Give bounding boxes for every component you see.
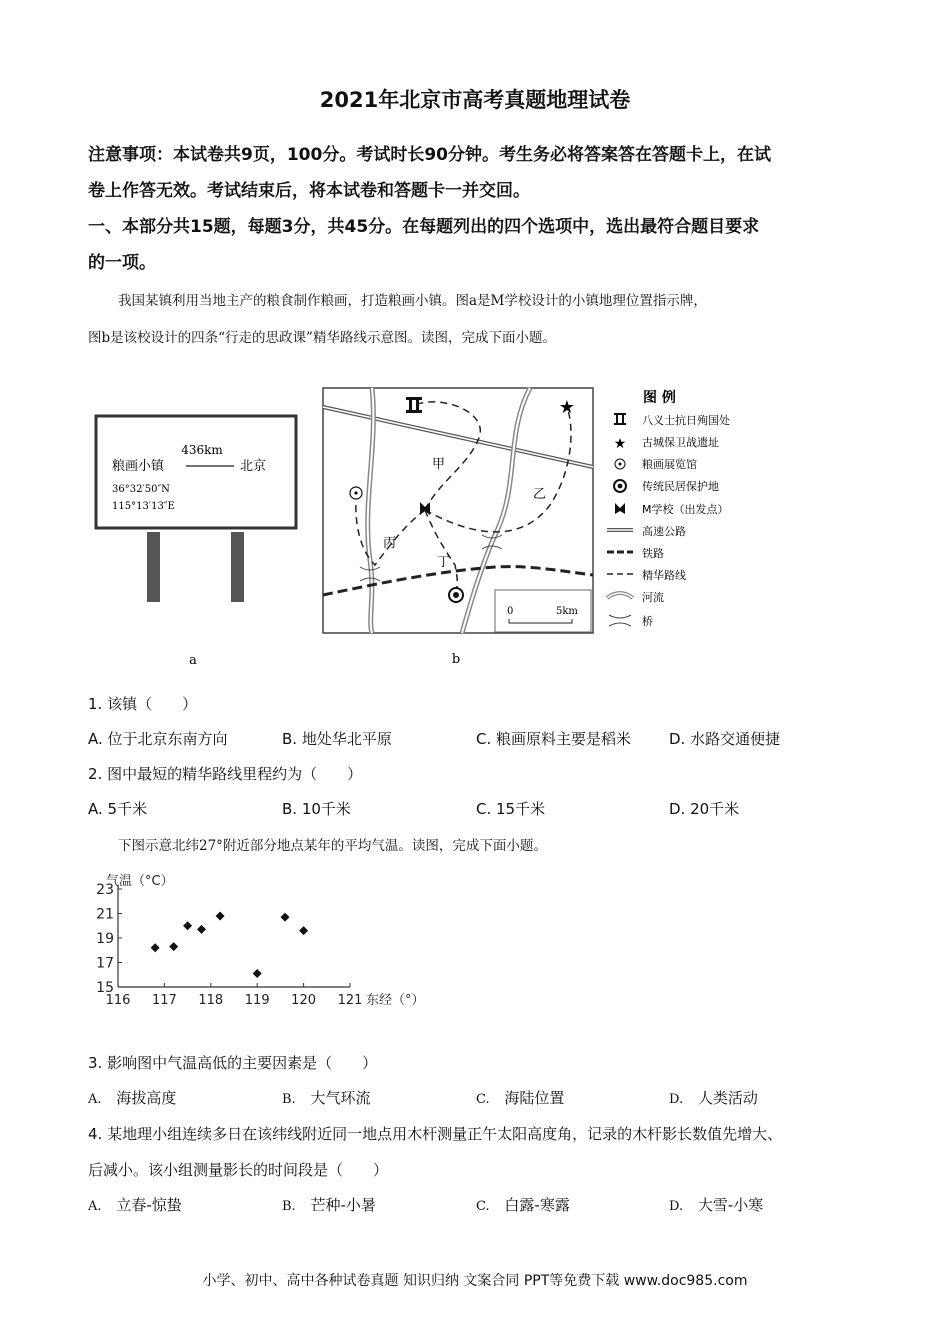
- x-tick-label: 120: [291, 993, 317, 1008]
- sign-latitude: 36°32′50″N: [112, 484, 170, 495]
- q4-option-c-letter: C.: [476, 1199, 490, 1214]
- q2-option-d[interactable]: D. 20千米: [669, 800, 740, 818]
- legend-label: 河流: [642, 591, 664, 604]
- temperature-scatter-chart: [88, 862, 438, 1012]
- route-label: 甲: [432, 457, 446, 472]
- q3-option-a-letter: A.: [88, 1092, 102, 1107]
- sign-distance: 436km: [181, 443, 223, 457]
- q3-option-b[interactable]: [282, 1087, 370, 1108]
- page-footer[interactable]: 小学、初中、高中各种试卷真题 知识归纳 文案合同 PPT等免费下载 www.doc985.com: [202, 1273, 748, 1289]
- route-label: 丁: [437, 555, 451, 570]
- q3-option-b-text: 大气环流: [310, 1089, 371, 1107]
- x-tick-label: 121: [337, 993, 363, 1008]
- passage1-line-2: 图b是该校设计的四条“行走的思政课”精华路线示意图。读图，完成下面小题。: [88, 330, 556, 346]
- q3-option-d-text: 人类活动: [697, 1089, 758, 1107]
- legend-label: 古城保卫战遗址: [642, 436, 719, 449]
- q1-stem: 1. 该镇（ ）: [88, 695, 198, 713]
- x-axis-label: 东经（°）: [366, 993, 425, 1008]
- figure-b-map: [320, 385, 750, 670]
- y-tick-label: 15: [96, 980, 114, 996]
- q1-option-c[interactable]: C. 粮画原料主要是稻米: [476, 730, 632, 748]
- passage2: 下图示意北纬27°附近部分地点某年的平均气温。读图，完成下面小题。: [118, 838, 547, 854]
- q4-option-d-letter: D.: [669, 1199, 684, 1214]
- legend-book-icon: [615, 503, 625, 514]
- figure-a-signboard: [90, 408, 310, 668]
- sign-longitude: 115°13′13″E: [112, 501, 175, 512]
- q1-option-b[interactable]: B. 地处华北平原: [282, 730, 392, 748]
- legend-label: 桥: [642, 615, 653, 628]
- q1-option-a[interactable]: A. 位于北京东南方向: [88, 730, 228, 748]
- notice-line-2: 卷上作答无效。考试结束后，将本试卷和答题卡一并交回。: [88, 181, 530, 201]
- passage1-line-1: 我国某镇利用当地主产的粮食制作粮画，打造粮画小镇。图a是M学校设计的小镇地理位置指示牌，: [118, 293, 707, 309]
- residence-marker: [449, 588, 463, 602]
- scale-zero: 0: [507, 606, 514, 617]
- data-point: [299, 926, 308, 935]
- legend-memorial-icon: [614, 413, 626, 425]
- q2-stem: 2. 图中最短的精华路线里程约为（ ）: [88, 765, 363, 783]
- star-marker: ★: [558, 397, 576, 418]
- legend-label: 铁路: [642, 547, 664, 560]
- q3-option-a[interactable]: [88, 1087, 176, 1108]
- q2-option-a[interactable]: A. 5千米: [88, 800, 148, 818]
- legend-label: 高速公路: [642, 525, 686, 538]
- notice-line-1: 注意事项：本试卷共9页，100分。考试时长90分钟。考生务必将答案答在答题卡上，在试: [88, 145, 771, 165]
- q1-option-d[interactable]: D. 水路交通便捷: [669, 730, 781, 748]
- figure-b-caption: b: [451, 652, 461, 667]
- q2-option-b[interactable]: B. 10千米: [282, 800, 351, 818]
- route-label: 丙: [383, 536, 397, 551]
- data-point: [216, 911, 225, 920]
- q3-option-d[interactable]: [669, 1087, 758, 1108]
- q4-option-b-letter: B.: [282, 1199, 296, 1214]
- legend-bridge-icon: [609, 615, 631, 626]
- data-point: [183, 921, 192, 930]
- legend-river-icon: [607, 593, 633, 598]
- legend-label: 传统民居保护地: [642, 480, 719, 493]
- q4-stem-line-1: 4. 某地理小组连续多日在该纬线附近同一地点用木杆测量正午太阳高度角，记录的木杆影长数值先增大、: [88, 1125, 783, 1143]
- section-heading-line-1: 一、本部分共15题，每题3分，共45分。在每题列出的四个选项中，选出最符合题目要求: [88, 217, 760, 237]
- scale-end: 5km: [556, 606, 578, 617]
- q4-option-a[interactable]: [88, 1194, 182, 1215]
- data-point: [197, 925, 206, 934]
- q3-stem: 3. 影响图中气温高低的主要因素是（ ）: [88, 1054, 378, 1072]
- q3-option-c-text: 海陆位置: [504, 1089, 565, 1107]
- q3-option-c-letter: C.: [476, 1092, 490, 1107]
- y-tick-label: 17: [96, 955, 114, 972]
- x-tick-label: 118: [198, 993, 224, 1008]
- q3-option-c[interactable]: [476, 1087, 564, 1108]
- q3-option-d-letter: D.: [669, 1092, 684, 1107]
- legend-star-icon: ★: [613, 436, 627, 452]
- figure-a-caption: a: [189, 653, 197, 668]
- page-title: 2021年北京市高考真题地理试卷: [319, 88, 631, 112]
- exhibition-marker: [350, 487, 362, 499]
- q4-option-d-text: 大雪-小寒: [697, 1196, 764, 1214]
- route-label: 乙: [533, 487, 547, 502]
- q4-option-a-text: 立春-惊蛰: [116, 1196, 182, 1214]
- data-point: [151, 943, 160, 952]
- legend-label: 粮画展览馆: [642, 458, 697, 471]
- q3-option-b-letter: B.: [282, 1092, 296, 1107]
- signboard-post-left: [147, 532, 160, 602]
- q4-stem-line-2: 后减小。该小组测量影长的时间段是（ ）: [88, 1161, 389, 1179]
- signboard-post-right: [231, 532, 244, 602]
- data-point: [253, 969, 262, 978]
- x-tick-label: 116: [105, 993, 131, 1008]
- legend-label: 八义士抗日殉国处: [642, 414, 730, 427]
- legend-label: 精华路线: [642, 569, 686, 582]
- q3-option-a-text: 海拔高度: [116, 1089, 177, 1107]
- legend-dot-circle-icon: [615, 459, 625, 469]
- data-point: [281, 913, 290, 922]
- sign-from: 粮画小镇: [112, 459, 165, 474]
- q4-option-a-letter: A.: [88, 1199, 102, 1214]
- legend-label: M学校（出发点）: [642, 503, 729, 516]
- y-tick-label: 21: [96, 906, 114, 923]
- y-tick-label: 19: [96, 931, 114, 947]
- sign-to: 北京: [240, 459, 267, 474]
- q4-option-d[interactable]: [669, 1194, 763, 1215]
- q4-option-c-text: 白露-寒露: [504, 1196, 570, 1214]
- legend-title: 图 例: [643, 390, 676, 406]
- y-tick-label: 23: [96, 882, 114, 898]
- x-tick-label: 119: [244, 993, 270, 1008]
- data-point: [169, 942, 178, 951]
- section-heading-line-2: 的一项。: [88, 253, 156, 273]
- y-axis-label: 气温（°C）: [106, 874, 174, 889]
- q4-option-b-text: 芒种-小暑: [310, 1196, 376, 1214]
- q4-option-c[interactable]: [476, 1194, 570, 1215]
- x-tick-label: 117: [151, 993, 177, 1008]
- legend-double-circle-icon: [614, 480, 626, 492]
- q4-option-b[interactable]: [282, 1194, 376, 1215]
- q2-option-c[interactable]: C. 15千米: [476, 800, 546, 818]
